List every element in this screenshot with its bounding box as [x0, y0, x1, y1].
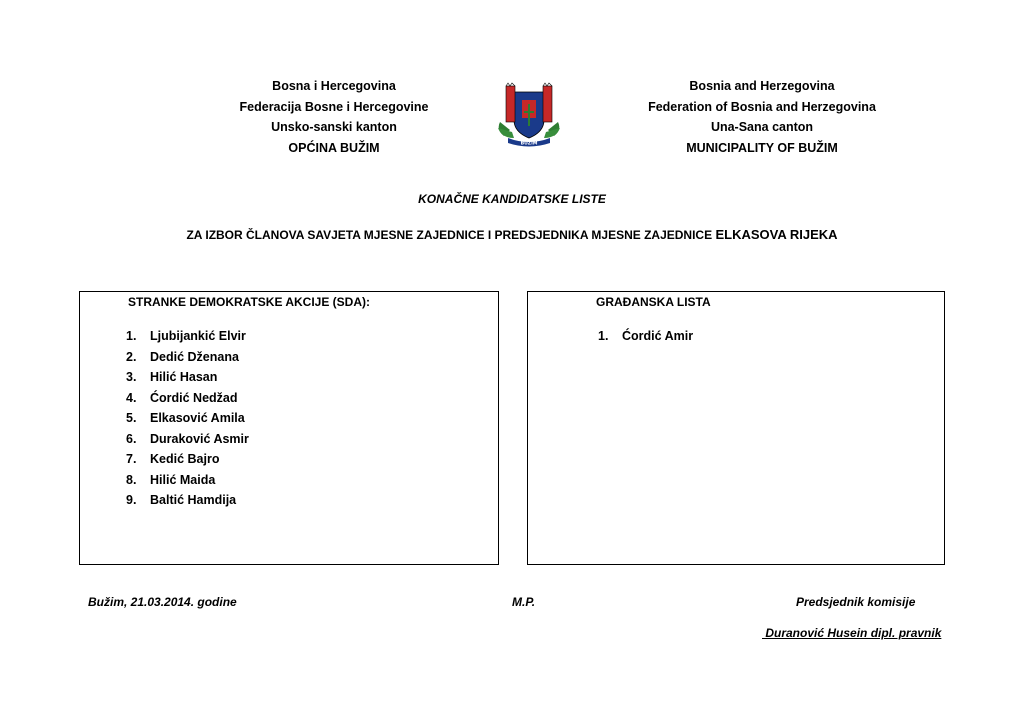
list-item: 1. Ćordić Amir [598, 329, 694, 343]
country-name-local: Bosna i Hercegovina [272, 79, 396, 93]
country-name-en: Bosnia and Herzegovina [689, 79, 835, 93]
document-subtitle [0, 227, 1024, 242]
document-title: KONAČNE KANDIDATSKE LISTE [418, 192, 606, 206]
civic-list-title: GRAĐANSKA LISTA [596, 295, 711, 309]
list-item: 3. Hilić Hasan [126, 370, 218, 384]
list-item: 7. Kedić Bajro [126, 452, 220, 466]
federation-name-en: Federation of Bosnia and Herzegovina [648, 99, 876, 114]
civic-candidate-list [598, 326, 693, 347]
svg-text:BUŽIM: BUŽIM [520, 141, 538, 147]
stamp-placeholder: M.P. [512, 595, 536, 609]
subtitle-text: ZA IZBOR ČLANOVA SAVJETA MJESNE ZAJEDNICE I PREDSJEDNIKA MJESNE ZAJEDNICE [186, 228, 713, 242]
municipality-name-local: OPĆINA BUŽIM [288, 140, 380, 155]
place-name: ELKASOVA RIJEKA [715, 227, 838, 242]
list-item: 6. Duraković Asmir [126, 431, 249, 446]
list-item: 8. Hilić Maida [126, 472, 216, 487]
municipality-name-en: MUNICIPALITY OF BUŽIM [686, 140, 838, 155]
canton-name-en: Una-Sana canton [710, 120, 814, 134]
federation-name-local: Federacija Bosne i Hercegovine [239, 99, 429, 114]
header-right [642, 76, 882, 158]
sda-candidate-list [126, 326, 249, 511]
list-item: 4. Ćordić Nedžad [126, 390, 238, 405]
sda-list-box [79, 291, 499, 565]
list-item: 9. Baltić Hamdija [126, 493, 237, 507]
coat-of-arms-icon [494, 80, 564, 148]
president-label: Predsjednik komisije [796, 595, 916, 609]
list-item: 5. Elkasović Amila [126, 411, 245, 425]
list-item: 1. Ljubijankić Elvir [126, 329, 246, 343]
header-left [214, 76, 454, 158]
sda-list-title: STRANKE DEMOKRATSKE AKCIJE (SDA): [128, 295, 371, 309]
document-date: Bužim, 21.03.2014. godine [88, 595, 237, 609]
list-item: 2. Dedić Dženana [126, 349, 239, 364]
canton-name-local: Unsko-sanski kanton [271, 120, 397, 134]
signatory-name: Duranović Husein dipl. pravnik [762, 626, 942, 640]
civic-list-box [527, 291, 945, 565]
